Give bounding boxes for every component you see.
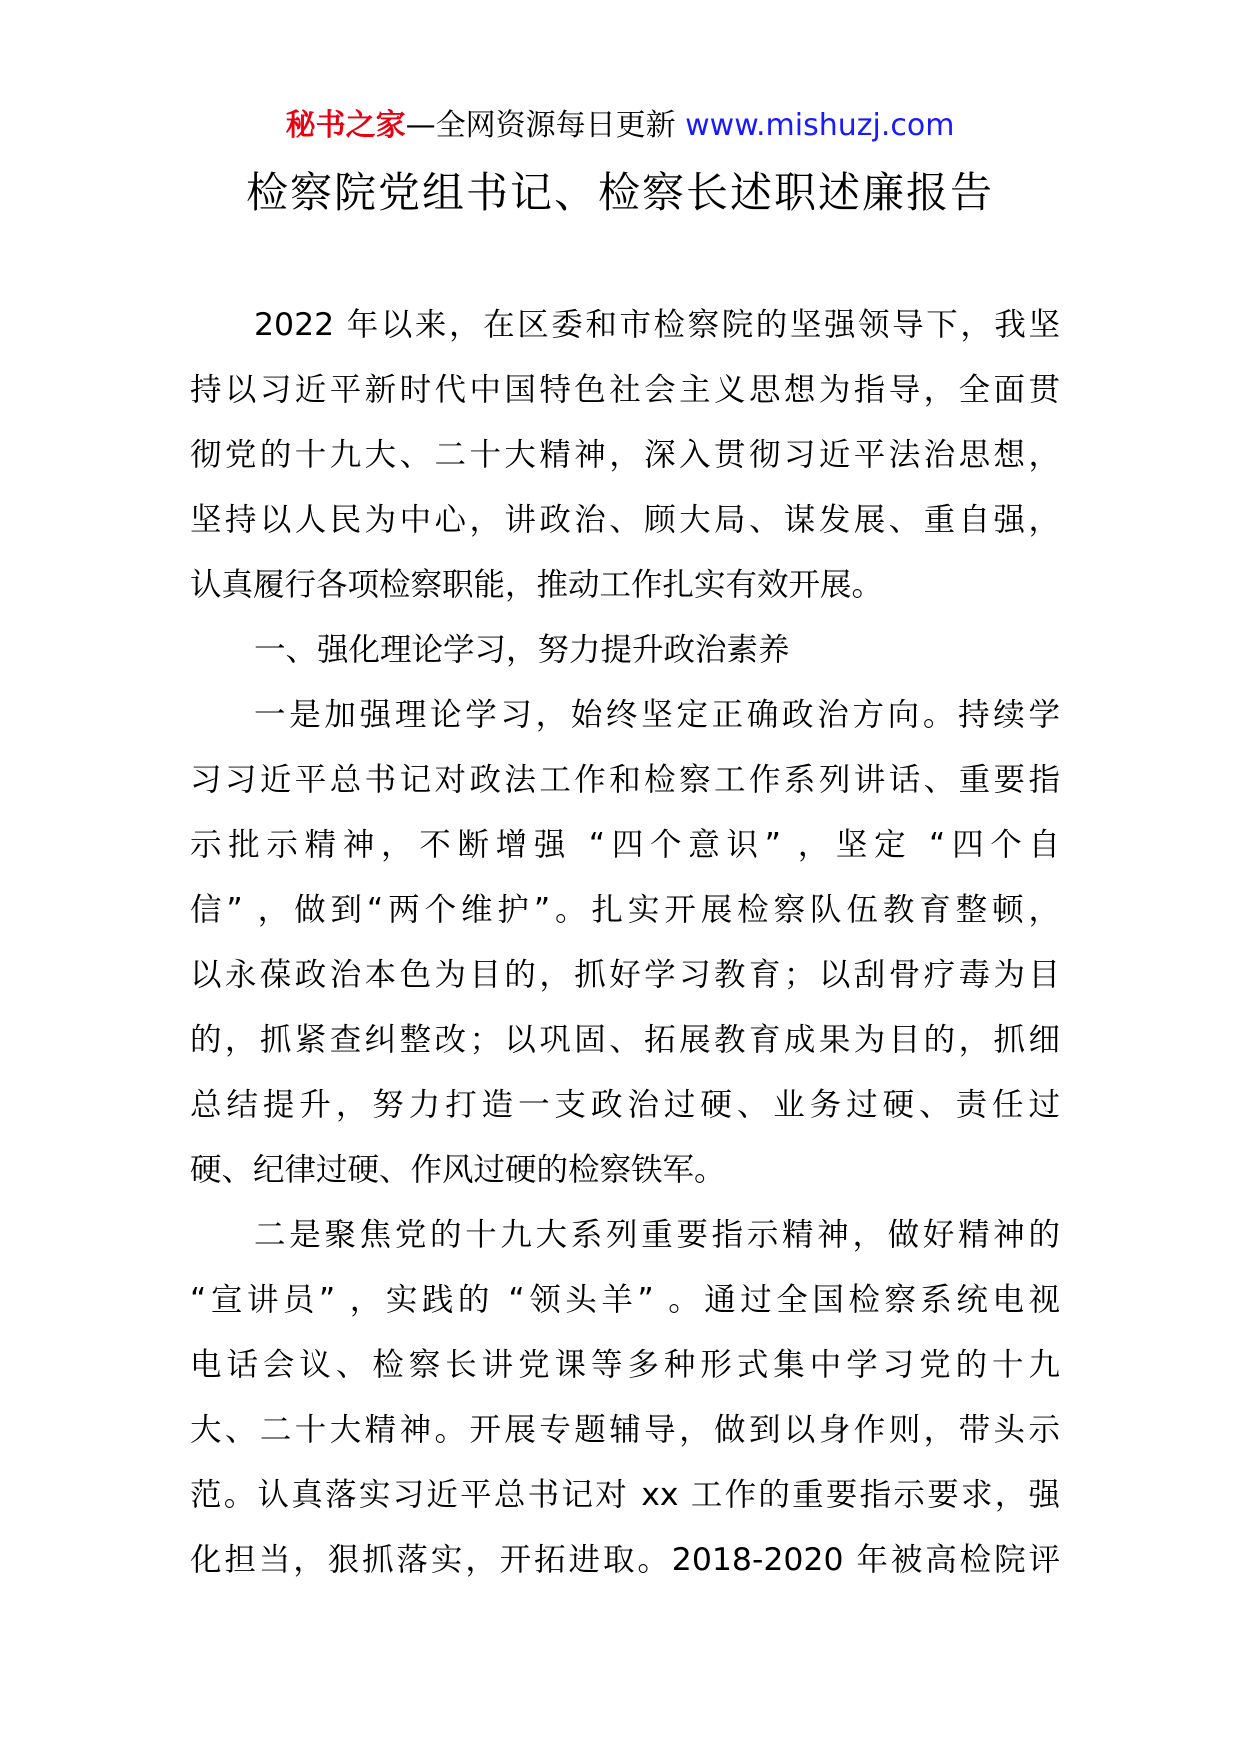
site-header (0, 104, 1240, 148)
paragraph-line: “宣讲员” ，实践的 “领头羊” 。通过全国检察系统电视 (190, 1282, 1060, 1318)
site-url-link[interactable]: www.mishuzj.com (685, 108, 955, 143)
paragraph-line: 二是聚焦党的十九大系列重要指示精神，做好精神的 (254, 1217, 1060, 1253)
paragraph-line: 化担当，狠抓落实，开拓进取。2018-2020 年被高检院评 (190, 1542, 1060, 1578)
header-tagline: —全网资源每日更新 (405, 108, 676, 143)
paragraph-line: 持以习近平新时代中国特色社会主义思想为指导，全面贯 (190, 372, 1060, 408)
paragraph-line: 彻党的十九大、二十大精神，深入贯彻习近平法治思想， (190, 437, 1060, 473)
brand-name: 秘书之家 (285, 108, 406, 143)
section-heading: 一、强化理论学习，努力提升政治素养 (254, 632, 790, 668)
paragraph-line: 以永葆政治本色为目的，抓好学习教育；以刮骨疗毒为目 (190, 957, 1060, 993)
paragraph-line: 坚持以人民为中心，讲政治、顾大局、谋发展、重自强， (190, 502, 1060, 538)
paragraph-line: 范。认真落实习近平总书记对 xx 工作的重要指示要求，强 (190, 1477, 1060, 1513)
paragraph-line: 一是加强理论学习，始终坚定正确政治方向。持续学 (254, 697, 1060, 733)
paragraph-line: 大、二十大精神。开展专题辅导，做到以身作则，带头示 (190, 1412, 1060, 1448)
document-body (190, 293, 1060, 1593)
paragraph-line: 习习近平总书记对政法工作和检察工作系列讲话、重要指 (190, 762, 1060, 798)
paragraph-line: 认真履行各项检察职能，推动工作扎实有效开展。 (190, 567, 884, 603)
paragraph-line: 的，抓紧查纠整改；以巩固、拓展教育成果为目的，抓细 (190, 1022, 1060, 1058)
paragraph-line: 总结提升，努力打造一支政治过硬、业务过硬、责任过 (190, 1087, 1060, 1123)
paragraph-line: 示批示精神，不断增强 “四个意识” ，坚定 “四个自 (190, 827, 1060, 863)
document-title: 检察院党组书记、检察长述职述廉报告 (245, 168, 994, 217)
paragraph-line: 电话会议、检察长讲党课等多种形式集中学习党的十九 (190, 1347, 1060, 1383)
paragraph-line: 信” ，做到“两个维护”。扎实开展检察队伍教育整顿， (190, 892, 1060, 928)
paragraph-line: 硬、纪律过硬、作风过硬的检察铁军。 (190, 1152, 726, 1188)
paragraph-line: 2022 年以来，在区委和市检察院的坚强领导下，我坚 (254, 307, 1060, 343)
